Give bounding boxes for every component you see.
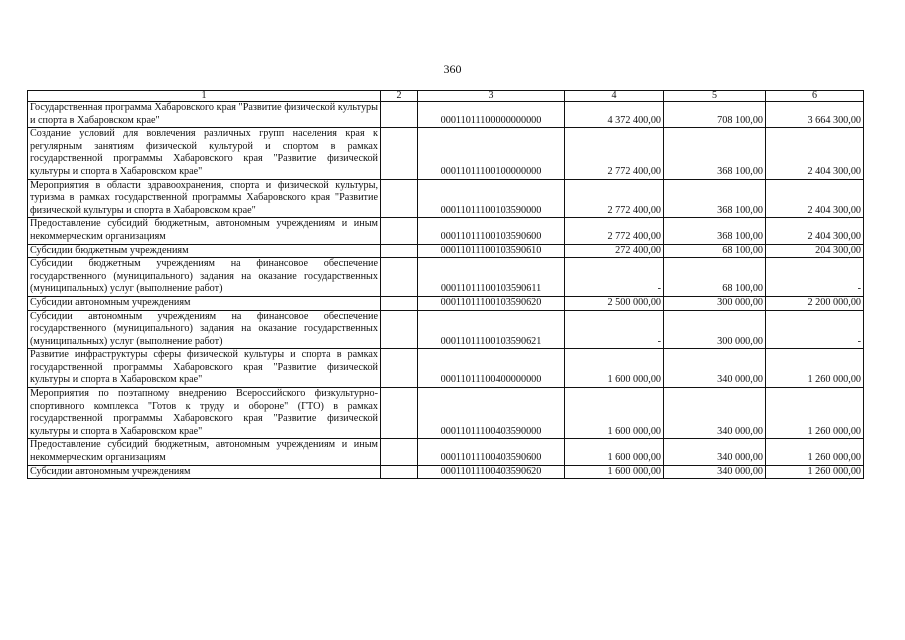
row-description: Субсидии бюджетным учреждениям	[28, 244, 381, 258]
row-code: 00011011100403590620	[418, 465, 565, 479]
row-col2	[381, 465, 418, 479]
page-number: 360	[443, 62, 462, 76]
row-value-4: 1 600 000,00	[565, 439, 664, 465]
row-value-5: 300 000,00	[664, 296, 766, 310]
column-header-1: 1	[28, 91, 381, 102]
row-col2	[381, 244, 418, 258]
row-col2	[381, 102, 418, 128]
row-description: Развитие инфраструктуры сферы физической культуры и спорта в рамках государственной программы Хабаровского края "Развитие физической культуры и спорта в Хабаровском крае"	[28, 349, 381, 388]
row-value-6: -	[766, 258, 864, 297]
row-col2	[381, 388, 418, 439]
row-description: Предоставление субсидий бюджетным, автономным учреждениям и иным некоммерческим организациям	[28, 439, 381, 465]
row-code: 00011011100103590620	[418, 296, 565, 310]
row-code: 00011011100100000000	[418, 128, 565, 179]
row-value-6: 204 300,00	[766, 244, 864, 258]
row-col2	[381, 349, 418, 388]
row-value-5: 68 100,00	[664, 258, 766, 297]
row-code: 00011011100103590600	[418, 218, 565, 244]
row-value-6: 2 404 300,00	[766, 218, 864, 244]
row-value-4: 1 600 000,00	[565, 465, 664, 479]
row-description: Создание условий для вовлечения различных групп населения края к регулярным занятиям физической культурой и спортом в рамках государственной программы Хабаровского края "Развитие физической культуры и спорта в Хабаровском крае"	[28, 128, 381, 179]
row-col2	[381, 310, 418, 349]
row-code: 00011011100000000000	[418, 102, 565, 128]
table-row	[28, 218, 864, 244]
row-value-4: 272 400,00	[565, 244, 664, 258]
row-value-5: 368 100,00	[664, 179, 766, 218]
table-row	[28, 349, 864, 388]
row-value-4: 1 600 000,00	[565, 388, 664, 439]
row-code: 00011011100103590610	[418, 244, 565, 258]
row-value-4: 2 500 000,00	[565, 296, 664, 310]
row-value-4: 2 772 400,00	[565, 179, 664, 218]
table-row	[28, 465, 864, 479]
row-col2	[381, 179, 418, 218]
column-header-2: 2	[381, 91, 418, 102]
row-code: 00011011100403590000	[418, 388, 565, 439]
header-row	[28, 91, 864, 102]
row-value-6: 2 404 300,00	[766, 128, 864, 179]
row-value-6: 2 200 000,00	[766, 296, 864, 310]
table-row	[28, 244, 864, 258]
row-value-4: 4 372 400,00	[565, 102, 664, 128]
row-description: Субсидии автономным учреждениям	[28, 465, 381, 479]
row-description: Субсидии бюджетным учреждениям на финансовое обеспечение государственного (муниципального) задания на оказание государственных (муниципальных) услуг (выполнение работ)	[28, 258, 381, 297]
row-description: Субсидии автономным учреждениям на финансовое обеспечение государственного (муниципального) задания на оказание государственных (муниципальных) услуг (выполнение работ)	[28, 310, 381, 349]
row-value-5: 300 000,00	[664, 310, 766, 349]
row-value-6: 1 260 000,00	[766, 349, 864, 388]
row-col2	[381, 218, 418, 244]
table-row	[28, 258, 864, 297]
row-code: 00011011100103590611	[418, 258, 565, 297]
row-value-5: 368 100,00	[664, 218, 766, 244]
table-row	[28, 310, 864, 349]
row-code: 00011011100103590621	[418, 310, 565, 349]
row-value-5: 340 000,00	[664, 349, 766, 388]
row-description: Мероприятия в области здравоохранения, спорта и физической культуры, туризма в рамках государственной программы Хабаровского края "Развитие физической культуры и спорта в Хабаровском крае"	[28, 179, 381, 218]
row-col2	[381, 439, 418, 465]
row-col2	[381, 258, 418, 297]
table-row	[28, 439, 864, 465]
row-value-4: -	[565, 310, 664, 349]
row-value-5: 340 000,00	[664, 388, 766, 439]
row-value-5: 340 000,00	[664, 439, 766, 465]
column-header-4: 4	[565, 91, 664, 102]
row-value-5: 368 100,00	[664, 128, 766, 179]
row-value-5: 708 100,00	[664, 102, 766, 128]
table-row	[28, 296, 864, 310]
column-header-6: 6	[766, 91, 864, 102]
table-row	[28, 128, 864, 179]
row-value-4: 2 772 400,00	[565, 218, 664, 244]
row-value-6: 1 260 000,00	[766, 465, 864, 479]
row-description: Предоставление субсидий бюджетным, автономным учреждениям и иным некоммерческим организациям	[28, 218, 381, 244]
row-value-4: 1 600 000,00	[565, 349, 664, 388]
row-code: 00011011100403590600	[418, 439, 565, 465]
budget-table	[27, 90, 864, 479]
row-col2	[381, 128, 418, 179]
row-description: Государственная программа Хабаровского края "Развитие физической культуры и спорта в Хабаровском крае"	[28, 102, 381, 128]
row-value-6: 1 260 000,00	[766, 439, 864, 465]
column-header-3: 3	[418, 91, 565, 102]
row-value-6: 2 404 300,00	[766, 179, 864, 218]
row-value-4: -	[565, 258, 664, 297]
row-col2	[381, 296, 418, 310]
row-value-6: 3 664 300,00	[766, 102, 864, 128]
row-value-5: 68 100,00	[664, 244, 766, 258]
row-code: 00011011100103590000	[418, 179, 565, 218]
row-description: Субсидии автономным учреждениям	[28, 296, 381, 310]
row-description: Мероприятия по поэтапному внедрению Всероссийского физкультурно-спортивного комплекса "Готов к труду и обороне" (ГТО) в рамках государственной программы Хабаровского края "Развитие физической культуры и спорта в Хабаровском крае"	[28, 388, 381, 439]
row-value-4: 2 772 400,00	[565, 128, 664, 179]
column-header-5: 5	[664, 91, 766, 102]
table-row	[28, 102, 864, 128]
table-row	[28, 388, 864, 439]
row-code: 00011011100400000000	[418, 349, 565, 388]
row-value-6: 1 260 000,00	[766, 388, 864, 439]
row-value-5: 340 000,00	[664, 465, 766, 479]
row-value-6: -	[766, 310, 864, 349]
table-row	[28, 179, 864, 218]
